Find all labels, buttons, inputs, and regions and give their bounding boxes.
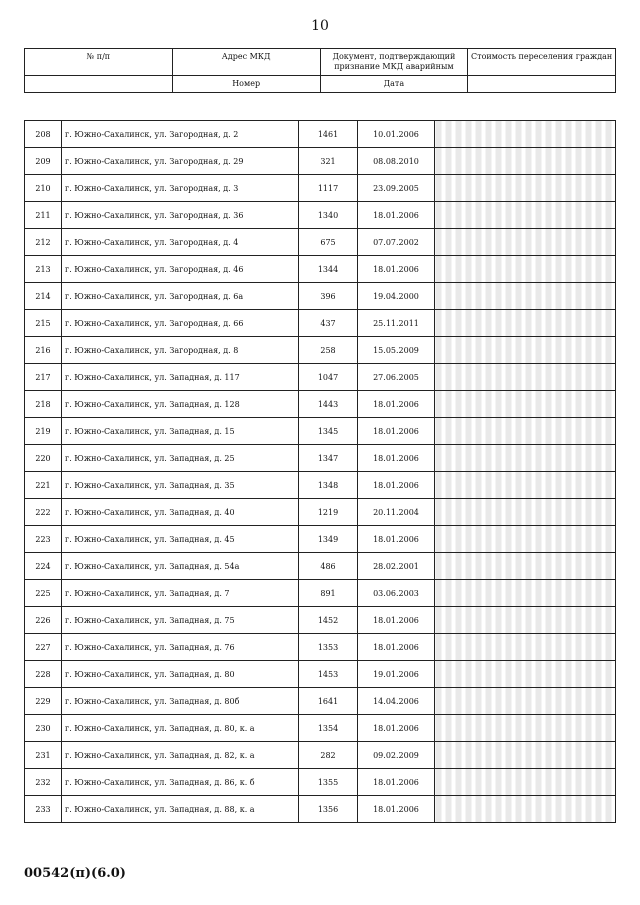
row-number: 214 — [25, 283, 62, 310]
row-address: г. Южно-Сахалинск, ул. Загородная, д. 6а — [62, 283, 299, 310]
table-row — [25, 364, 616, 391]
row-doc-number: 1344 — [299, 256, 358, 283]
row-doc-date: 18.01.2006 — [358, 769, 435, 796]
row-doc-date: 27.06.2005 — [358, 364, 435, 391]
row-number: 209 — [25, 148, 62, 175]
row-number: 211 — [25, 202, 62, 229]
row-doc-number: 675 — [299, 229, 358, 256]
row-doc-date: 15.05.2009 — [358, 337, 435, 364]
row-number: 208 — [25, 121, 62, 148]
row-illegible — [435, 148, 616, 175]
table-row — [25, 121, 616, 148]
row-address: г. Южно-Сахалинск, ул. Загородная, д. 8 — [62, 337, 299, 364]
row-doc-number: 1117 — [299, 175, 358, 202]
row-doc-date: 18.01.2006 — [358, 256, 435, 283]
table-body — [25, 121, 616, 823]
row-address: г. Южно-Сахалинск, ул. Западная, д. 82, к. а — [62, 742, 299, 769]
row-doc-date: 10.01.2006 — [358, 121, 435, 148]
header-subrow — [24, 75, 616, 93]
row-number: 226 — [25, 607, 62, 634]
header-row — [24, 48, 616, 75]
row-number: 217 — [25, 364, 62, 391]
row-illegible — [435, 229, 616, 256]
row-doc-date: 18.01.2006 — [358, 472, 435, 499]
row-doc-number: 1347 — [299, 445, 358, 472]
table-row — [25, 742, 616, 769]
row-address: г. Южно-Сахалинск, ул. Западная, д. 86, к. б — [62, 769, 299, 796]
row-doc-number: 1353 — [299, 634, 358, 661]
row-address: г. Южно-Сахалинск, ул. Западная, д. 80 — [62, 661, 299, 688]
row-number: 220 — [25, 445, 62, 472]
row-illegible — [435, 418, 616, 445]
row-doc-date: 18.01.2006 — [358, 391, 435, 418]
row-number: 233 — [25, 796, 62, 823]
table-row — [25, 526, 616, 553]
row-illegible — [435, 256, 616, 283]
row-number: 215 — [25, 310, 62, 337]
row-address: г. Южно-Сахалинск, ул. Загородная, д. 46 — [62, 256, 299, 283]
table-row — [25, 337, 616, 364]
table-row — [25, 256, 616, 283]
row-number: 216 — [25, 337, 62, 364]
row-address: г. Южно-Сахалинск, ул. Загородная, д. 3 — [62, 175, 299, 202]
row-illegible — [435, 580, 616, 607]
row-doc-number: 1340 — [299, 202, 358, 229]
row-doc-number: 1452 — [299, 607, 358, 634]
row-doc-date: 19.01.2006 — [358, 661, 435, 688]
row-address: г. Южно-Сахалинск, ул. Западная, д. 7 — [62, 580, 299, 607]
row-doc-number: 1345 — [299, 418, 358, 445]
row-doc-date: 18.01.2006 — [358, 445, 435, 472]
row-illegible — [435, 607, 616, 634]
row-address: г. Южно-Сахалинск, ул. Западная, д. 35 — [62, 472, 299, 499]
row-address: г. Южно-Сахалинск, ул. Загородная, д. 4 — [62, 229, 299, 256]
row-address: г. Южно-Сахалинск, ул. Западная, д. 75 — [62, 607, 299, 634]
row-doc-number: 1219 — [299, 499, 358, 526]
header-blank-2 — [467, 76, 615, 92]
row-address: г. Южно-Сахалинск, ул. Западная, д. 80, к. а — [62, 715, 299, 742]
row-number: 221 — [25, 472, 62, 499]
table-row — [25, 661, 616, 688]
row-number: 223 — [25, 526, 62, 553]
row-illegible — [435, 634, 616, 661]
row-number: 227 — [25, 634, 62, 661]
row-doc-number: 1356 — [299, 796, 358, 823]
row-address: г. Южно-Сахалинск, ул. Западная, д. 88, к. а — [62, 796, 299, 823]
row-illegible — [435, 283, 616, 310]
table-row — [25, 175, 616, 202]
row-illegible — [435, 391, 616, 418]
table-row — [25, 229, 616, 256]
row-doc-number: 1355 — [299, 769, 358, 796]
header-cost: Стоимость переселения граждан — [467, 49, 615, 75]
row-doc-number: 282 — [299, 742, 358, 769]
header-document: Документ, подтверждающий признание МКД аварийным — [320, 49, 468, 75]
registry-table — [24, 120, 616, 823]
table-row — [25, 391, 616, 418]
row-doc-number: 396 — [299, 283, 358, 310]
row-doc-date: 18.01.2006 — [358, 715, 435, 742]
row-doc-number: 1349 — [299, 526, 358, 553]
row-doc-number: 1354 — [299, 715, 358, 742]
row-doc-date: 28.02.2001 — [358, 553, 435, 580]
table-row — [25, 607, 616, 634]
row-doc-date: 09.02.2009 — [358, 742, 435, 769]
row-doc-number: 1348 — [299, 472, 358, 499]
table-row — [25, 769, 616, 796]
row-doc-date: 25.11.2011 — [358, 310, 435, 337]
row-address: г. Южно-Сахалинск, ул. Загородная, д. 66 — [62, 310, 299, 337]
table-row — [25, 796, 616, 823]
header-date: Дата — [320, 76, 468, 92]
table-row — [25, 418, 616, 445]
row-number: 212 — [25, 229, 62, 256]
row-address: г. Южно-Сахалинск, ул. Загородная, д. 2 — [62, 121, 299, 148]
row-address: г. Южно-Сахалинск, ул. Западная, д. 117 — [62, 364, 299, 391]
header-address: Адрес МКД — [172, 49, 320, 75]
row-illegible — [435, 175, 616, 202]
row-illegible — [435, 202, 616, 229]
table-row — [25, 499, 616, 526]
row-doc-date: 18.01.2006 — [358, 202, 435, 229]
row-doc-number: 486 — [299, 553, 358, 580]
table-row — [25, 148, 616, 175]
row-doc-date: 03.06.2003 — [358, 580, 435, 607]
table-row — [25, 283, 616, 310]
row-number: 210 — [25, 175, 62, 202]
row-illegible — [435, 472, 616, 499]
row-doc-number: 437 — [299, 310, 358, 337]
row-doc-number: 321 — [299, 148, 358, 175]
row-number: 231 — [25, 742, 62, 769]
row-doc-number: 891 — [299, 580, 358, 607]
row-number: 228 — [25, 661, 62, 688]
row-number: 230 — [25, 715, 62, 742]
header-blank — [25, 76, 172, 92]
row-doc-date: 19.04.2000 — [358, 283, 435, 310]
row-number: 229 — [25, 688, 62, 715]
row-doc-date: 23.09.2005 — [358, 175, 435, 202]
row-illegible — [435, 715, 616, 742]
page-number: 10 — [311, 18, 329, 34]
row-doc-date: 07.07.2002 — [358, 229, 435, 256]
row-doc-date: 18.01.2006 — [358, 634, 435, 661]
row-illegible — [435, 661, 616, 688]
table-header — [24, 48, 616, 93]
row-illegible — [435, 688, 616, 715]
row-illegible — [435, 526, 616, 553]
row-number: 219 — [25, 418, 62, 445]
table-row — [25, 310, 616, 337]
row-doc-number: 1641 — [299, 688, 358, 715]
row-illegible — [435, 769, 616, 796]
header-number: Номер — [172, 76, 320, 92]
row-illegible — [435, 445, 616, 472]
row-address: г. Южно-Сахалинск, ул. Западная, д. 80б — [62, 688, 299, 715]
row-doc-date: 08.08.2010 — [358, 148, 435, 175]
table-row — [25, 688, 616, 715]
row-address: г. Южно-Сахалинск, ул. Западная, д. 54а — [62, 553, 299, 580]
row-illegible — [435, 364, 616, 391]
row-address: г. Южно-Сахалинск, ул. Загородная, д. 29 — [62, 148, 299, 175]
row-illegible — [435, 310, 616, 337]
row-doc-number: 1453 — [299, 661, 358, 688]
table-row — [25, 472, 616, 499]
table-row — [25, 715, 616, 742]
row-illegible — [435, 553, 616, 580]
row-doc-date: 14.04.2006 — [358, 688, 435, 715]
document-code: 00542(п)(6.0) — [24, 866, 126, 881]
row-doc-date: 18.01.2006 — [358, 796, 435, 823]
table-row — [25, 634, 616, 661]
row-doc-number: 258 — [299, 337, 358, 364]
row-illegible — [435, 337, 616, 364]
row-address: г. Южно-Сахалинск, ул. Западная, д. 40 — [62, 499, 299, 526]
row-number: 222 — [25, 499, 62, 526]
row-doc-date: 18.01.2006 — [358, 607, 435, 634]
row-illegible — [435, 499, 616, 526]
row-doc-number: 1047 — [299, 364, 358, 391]
row-illegible — [435, 742, 616, 769]
row-address: г. Южно-Сахалинск, ул. Западная, д. 76 — [62, 634, 299, 661]
row-number: 232 — [25, 769, 62, 796]
row-number: 225 — [25, 580, 62, 607]
row-doc-date: 20.11.2004 — [358, 499, 435, 526]
row-illegible — [435, 796, 616, 823]
table-row — [25, 445, 616, 472]
row-doc-number: 1443 — [299, 391, 358, 418]
row-number: 218 — [25, 391, 62, 418]
table-row — [25, 580, 616, 607]
row-address: г. Южно-Сахалинск, ул. Загородная, д. 36 — [62, 202, 299, 229]
table-row — [25, 553, 616, 580]
row-illegible — [435, 121, 616, 148]
table-row — [25, 202, 616, 229]
row-doc-date: 18.01.2006 — [358, 418, 435, 445]
row-address: г. Южно-Сахалинск, ул. Западная, д. 128 — [62, 391, 299, 418]
header-no: № п/п — [86, 52, 111, 61]
row-doc-date: 18.01.2006 — [358, 526, 435, 553]
row-doc-number: 1461 — [299, 121, 358, 148]
row-address: г. Южно-Сахалинск, ул. Западная, д. 25 — [62, 445, 299, 472]
row-address: г. Южно-Сахалинск, ул. Западная, д. 15 — [62, 418, 299, 445]
row-address: г. Южно-Сахалинск, ул. Западная, д. 45 — [62, 526, 299, 553]
row-number: 213 — [25, 256, 62, 283]
row-number: 224 — [25, 553, 62, 580]
